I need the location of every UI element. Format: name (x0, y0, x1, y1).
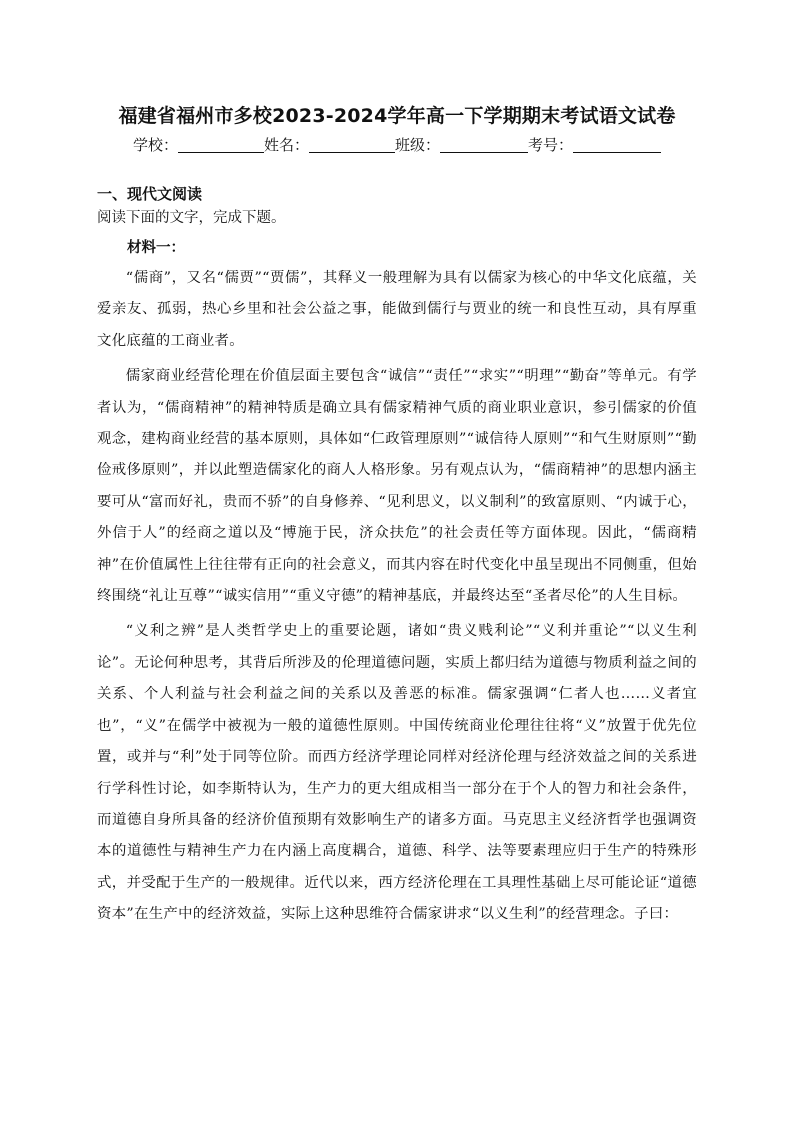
school-blank[interactable] (178, 138, 264, 153)
reading-instruction: 阅读下面的文字，完成下题。 (97, 210, 286, 226)
passage-paragraph-2: 儒家商业经营伦理在价值层面主要包含“诚信”“责任”“求实”“明理”“勤奋”等单元。有学者认为，“儒商精神”的精神特质是确立具有儒家精神气质的商业职业意识，参引儒家的价值观念，建构商业经营的基本原则，具体如“仁政管理原则”“诚信待人原则”“和气生财原则”“勤俭戒侈原则”，并以此塑造儒家化的商人人格形象。另有观点认为，“儒商精神”的思想内涵主要可从“富而好礼，贵而不骄”的自身修养、“见利思义，以义制利”的致富原则、“内诚于心，外信于人”的经商之道以及“博施于民，济众扶危”的社会责任等方面体现。因此，“儒商精神”在价值属性上往往带有正向的社会意义，而其内容在时代变化中虽呈现出不同侧重，但始终围绕“礼让互尊”“诚实信用”“重义守德”的精神基底，并最终达至“圣者尽伦”的人生目标。 (97, 368, 697, 605)
name-blank[interactable] (309, 138, 395, 153)
exam-title: 福建省福州市多校2023-2024学年高一下学期期末考试语文试卷 (118, 105, 676, 127)
section-heading: 一、现代文阅读 (97, 185, 203, 203)
passage-paragraph-3: “义利之辨”是人类哲学史上的重要论题，诸如“贵义贱利论”“义利并重论”“以义生利论”。无论何种思考，其背后所涉及的伦理道德问题，实质上都归结为道德与物质利益之间的关系、个人利益与社会利益之间的关系以及善恶的标准。儒家强调“仁者人也……义者宜也”，“义”在儒学中被视为一般的道德性原则。中国传统商业伦理往往将“义”放置于优先位置，或并与“利”处于同等位阶。而西方经济学理论同样对经济伦理与经济效益之间的关系进行学科性讨论，如李斯特认为，生产力的更大组成相当一部分在于个人的智力和社会条件，而道德自身所具备的经济价值预期有效影响生产的诸多方面。马克思主义经济哲学也强调资本的道德性与精神生产力在内涵上高度耦合，道德、科学、法等要素理应归于生产的特殊形式，并受配于生产的一般规律。近代以来，西方经济伦理在工具理性基础上尽可能论证“道德资本”在生产中的经济效益，实际上这种思维符合儒家讲求“以义生利”的经营理念。子曰： (97, 623, 697, 923)
passage-paragraph-1: “儒商”，又名“儒贾”“贾儒”，其释义一般理解为具有以儒家为核心的中华文化底蕴，关爱亲友、孤弱，热心乡里和社会公益之事，能做到儒行与贾业的统一和良性互动，具有厚重文化底蕴的工商业者。 (97, 270, 697, 349)
material-label: 材料一： (127, 240, 185, 256)
exam-number-label: 考号： (528, 136, 574, 154)
class-blank[interactable] (440, 138, 528, 153)
student-info-fields (0, 134, 794, 155)
class-label: 班级： (395, 136, 441, 154)
reading-passage (97, 263, 697, 931)
exam-number-blank[interactable] (573, 138, 661, 153)
school-label: 学校： (132, 136, 178, 154)
name-label: 姓名： (263, 136, 309, 154)
